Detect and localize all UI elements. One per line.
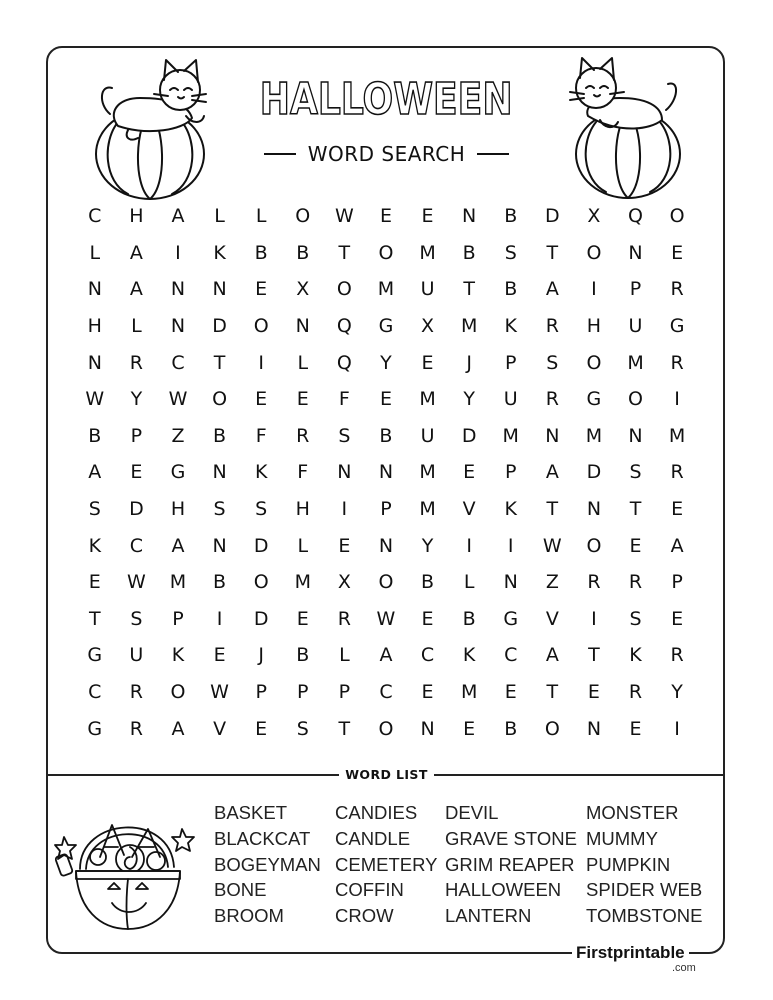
grid-cell: T: [546, 241, 559, 264]
grid-cell: G: [586, 388, 602, 411]
grid-cell: E: [213, 644, 226, 667]
grid-cell: A: [379, 644, 393, 667]
grid-cell: B: [504, 278, 518, 301]
grid-row: [74, 564, 698, 601]
grid-cell: A: [545, 644, 559, 667]
grid-cell: R: [670, 351, 684, 374]
grid-cell: D: [545, 205, 560, 228]
grid-cell: E: [296, 607, 309, 630]
grid-cell: O: [378, 717, 394, 740]
grid-cell: D: [129, 498, 144, 521]
grid-cell: N: [212, 461, 227, 484]
grid-cell: G: [170, 461, 186, 484]
grid-cell: E: [296, 388, 309, 411]
word-list-item: TOMBSTONE: [586, 905, 703, 927]
grid-cell: R: [129, 681, 143, 704]
grid-cell: N: [503, 571, 518, 594]
grid-row: [74, 710, 698, 747]
grid-row: [74, 271, 698, 308]
word-list-item: BASKET: [214, 802, 287, 823]
grid-cell: D: [253, 607, 269, 630]
grid-cell: I: [216, 607, 223, 630]
grid-cell: C: [504, 644, 518, 667]
grid-cell: M: [419, 461, 436, 484]
grid-cell: W: [334, 205, 354, 228]
grid-cell: M: [419, 388, 436, 411]
word-list-item: GRAVE STONE: [445, 827, 577, 849]
grid-cell: W: [376, 607, 396, 630]
page-subtitle: [0, 140, 773, 166]
grid-cell: K: [88, 534, 102, 557]
grid-cell: C: [88, 205, 102, 228]
grid-cell: I: [341, 498, 348, 521]
grid-cell: A: [171, 205, 185, 228]
grid-cell: J: [466, 351, 472, 374]
grid-cell: O: [212, 388, 228, 411]
grid-cell: E: [130, 461, 143, 484]
grid-cell: G: [378, 315, 394, 338]
grid-cell: M: [377, 278, 395, 301]
grid-cell: E: [338, 534, 351, 557]
grid-cell: L: [89, 241, 101, 264]
grid-cell: F: [297, 461, 309, 484]
grid-cell: S: [88, 498, 101, 521]
grid-row: [74, 344, 698, 381]
word-list-label: WORD LIST: [339, 767, 434, 782]
word-list-item: HALLOWEEN: [445, 879, 562, 901]
word-list-item: MONSTER: [586, 802, 679, 823]
grid-cell: N: [87, 351, 102, 374]
grid-cell: L: [131, 315, 142, 338]
grid-cell: I: [591, 607, 597, 630]
page-title: HALLOWEEN: [260, 74, 513, 125]
grid-cell: Z: [171, 424, 185, 447]
grid-cell: O: [586, 351, 602, 374]
grid-cell: U: [129, 644, 144, 667]
grid-cell: S: [629, 461, 642, 484]
grid-cell: O: [586, 534, 602, 557]
grid-row: [74, 235, 698, 272]
grid-row: [74, 637, 698, 674]
word-list-item: PUMPKIN: [586, 853, 671, 875]
grid-cell: V: [213, 717, 227, 740]
grid-cell: E: [255, 278, 268, 301]
grid-cell: A: [171, 717, 185, 740]
grid-cell: S: [296, 717, 309, 740]
word-list-item: LANTERN: [445, 905, 532, 927]
grid-cell: N: [586, 717, 602, 740]
grid-row: [74, 381, 698, 418]
grid-cell: N: [212, 534, 227, 557]
grid-cell: W: [542, 534, 562, 557]
grid-cell: B: [296, 644, 310, 667]
grid-cell: T: [629, 498, 642, 521]
word-list-item: BONE: [214, 879, 267, 901]
grid-cell: I: [507, 534, 514, 557]
grid-cell: B: [88, 424, 102, 447]
grid-cell: E: [379, 205, 392, 228]
grid-cell: H: [87, 315, 102, 338]
grid-cell: I: [175, 241, 181, 264]
grid-row: [74, 491, 698, 528]
grid-cell: R: [296, 424, 310, 447]
subtitle-rule-left: [264, 153, 296, 155]
word-list-item: SPIDER WEB: [586, 879, 703, 901]
grid-cell: E: [587, 681, 600, 704]
grid-cell: O: [669, 205, 685, 228]
grid-cell: A: [129, 278, 143, 301]
grid-cell: N: [170, 278, 186, 301]
grid-cell: E: [379, 388, 392, 411]
grid-cell: F: [255, 424, 267, 447]
grid-cell: E: [421, 205, 434, 228]
grid-cell: W: [168, 388, 188, 411]
grid-cell: W: [210, 681, 229, 704]
word-list-item: MUMMY: [586, 827, 658, 849]
grid-cell: Q: [336, 351, 352, 374]
grid-cell: Y: [421, 534, 434, 557]
brand-logo: Firstprintable: [572, 943, 689, 963]
grid-cell: S: [130, 607, 143, 630]
grid-cell: K: [504, 498, 517, 521]
word-list-item: BOGEYMAN: [214, 853, 321, 875]
grid-cell: E: [629, 717, 642, 740]
grid-cell: U: [503, 388, 518, 411]
grid-cell: R: [628, 681, 643, 704]
grid-cell: G: [503, 607, 519, 630]
grid-cell: E: [255, 717, 268, 740]
grid-cell: P: [130, 424, 143, 447]
grid-cell: B: [421, 571, 435, 594]
grid-cell: S: [213, 498, 226, 521]
grid-cell: I: [674, 717, 680, 740]
word-list-item: CANDIES: [335, 802, 418, 823]
grid-cell: R: [545, 315, 559, 338]
grid-cell: S: [546, 351, 559, 374]
grid-cell: M: [502, 424, 519, 447]
grid-cell: E: [463, 461, 476, 484]
grid-cell: T: [588, 644, 600, 667]
grid-row: [74, 601, 698, 638]
grid-cell: E: [671, 241, 684, 264]
grid-cell: B: [254, 241, 268, 264]
grid-cell: K: [629, 644, 642, 667]
grid-cell: N: [295, 315, 310, 338]
grid-row: [74, 674, 698, 711]
grid-cell: P: [255, 681, 267, 704]
grid-row: [74, 527, 698, 564]
grid-cell: B: [213, 424, 227, 447]
grid-cell: L: [339, 644, 350, 667]
word-column-1: [214, 800, 321, 929]
grid-cell: T: [546, 681, 559, 704]
grid-cell: L: [255, 205, 267, 228]
word-list-item: CANDLE: [335, 827, 411, 849]
grid-cell: C: [171, 351, 185, 374]
grid-cell: L: [297, 351, 309, 374]
grid-cell: O: [378, 241, 394, 264]
cat-on-pumpkin-right-icon: [560, 50, 690, 200]
grid-cell: U: [420, 278, 435, 301]
grid-cell: R: [129, 717, 143, 740]
grid-cell: T: [213, 351, 226, 374]
grid-cell: B: [296, 241, 310, 264]
word-column-4: [586, 800, 703, 929]
grid-cell: N: [628, 241, 643, 264]
grid-cell: N: [170, 315, 186, 338]
grid-cell: Y: [380, 351, 392, 374]
grid-cell: K: [213, 241, 226, 264]
grid-cell: N: [628, 424, 643, 447]
grid-cell: V: [545, 607, 559, 630]
grid-cell: B: [213, 571, 227, 594]
grid-cell: D: [461, 424, 477, 447]
grid-cell: M: [169, 571, 187, 594]
grid-cell: O: [295, 205, 311, 228]
grid-cell: T: [338, 241, 351, 264]
grid-cell: R: [670, 644, 684, 667]
grid-cell: O: [253, 571, 269, 594]
grid-cell: N: [586, 498, 602, 521]
grid-cell: C: [129, 534, 144, 557]
grid-cell: G: [87, 644, 103, 667]
grid-cell: A: [545, 461, 559, 484]
grid-cell: R: [545, 388, 559, 411]
subtitle-text: WORD SEARCH: [307, 142, 466, 166]
grid-cell: B: [504, 205, 518, 228]
grid-cell: R: [337, 607, 351, 630]
grid-cell: P: [505, 351, 517, 374]
grid-cell: D: [586, 461, 602, 484]
grid-cell: B: [462, 241, 476, 264]
grid-cell: D: [212, 315, 227, 338]
word-list-item: GRIM REAPER: [445, 853, 575, 875]
subtitle-rule-right: [477, 153, 509, 155]
word-list-item: COFFIN: [335, 879, 404, 901]
candy-basket-icon: [52, 797, 204, 937]
grid-cell: R: [587, 571, 601, 594]
grid-cell: C: [379, 681, 393, 704]
grid-cell: E: [504, 681, 517, 704]
grid-cell: A: [670, 534, 684, 557]
grid-cell: S: [504, 241, 517, 264]
letter-grid: [74, 198, 698, 747]
grid-cell: X: [296, 278, 310, 301]
grid-cell: M: [668, 424, 686, 447]
grid-cell: I: [466, 534, 472, 557]
grid-cell: O: [253, 315, 269, 338]
grid-cell: M: [460, 315, 478, 338]
grid-cell: O: [336, 278, 352, 301]
grid-cell: N: [87, 278, 102, 301]
word-list-item: CROW: [335, 905, 394, 927]
grid-cell: Y: [463, 388, 475, 411]
grid-row: [74, 198, 698, 235]
grid-cell: N: [420, 717, 435, 740]
grid-cell: I: [591, 278, 597, 301]
grid-cell: E: [463, 717, 476, 740]
grid-cell: G: [87, 717, 103, 740]
grid-cell: J: [258, 644, 264, 667]
grid-cell: P: [629, 278, 642, 301]
grid-cell: E: [421, 351, 434, 374]
word-list-item: CEMETERY: [335, 853, 438, 875]
grid-cell: L: [297, 534, 309, 557]
grid-cell: L: [214, 205, 225, 228]
grid-cell: N: [337, 461, 352, 484]
grid-cell: M: [627, 351, 644, 374]
grid-cell: N: [378, 461, 394, 484]
grid-cell: T: [546, 498, 559, 521]
grid-cell: B: [379, 424, 393, 447]
grid-row: [74, 454, 698, 491]
grid-cell: T: [463, 278, 475, 301]
grid-cell: V: [462, 498, 476, 521]
grid-cell: T: [338, 717, 351, 740]
grid-cell: Y: [130, 388, 143, 411]
grid-cell: N: [212, 278, 227, 301]
grid-cell: A: [129, 241, 143, 264]
grid-cell: I: [674, 388, 680, 411]
grid-cell: K: [254, 461, 268, 484]
grid-cell: O: [170, 681, 186, 704]
grid-cell: W: [85, 388, 105, 411]
grid-cell: M: [460, 681, 478, 704]
brand-suffix: .com: [672, 962, 696, 974]
grid-cell: P: [297, 681, 309, 704]
grid-cell: H: [295, 498, 310, 521]
grid-cell: B: [462, 607, 476, 630]
grid-cell: X: [587, 205, 601, 228]
grid-cell: I: [258, 351, 264, 374]
grid-cell: E: [255, 388, 268, 411]
grid-cell: M: [585, 424, 603, 447]
grid-cell: S: [255, 498, 268, 521]
word-list-item: BROOM: [214, 905, 284, 927]
grid-cell: N: [545, 424, 560, 447]
grid-cell: P: [671, 571, 683, 594]
grid-cell: H: [170, 498, 186, 521]
grid-cell: R: [670, 278, 684, 301]
grid-cell: E: [671, 607, 684, 630]
grid-cell: Q: [628, 205, 643, 228]
grid-cell: S: [629, 607, 642, 630]
grid-cell: U: [420, 424, 435, 447]
grid-cell: U: [628, 315, 643, 338]
grid-cell: H: [586, 315, 602, 338]
grid-cell: K: [171, 644, 185, 667]
grid-cell: P: [505, 461, 517, 484]
grid-cell: E: [421, 681, 434, 704]
grid-cell: E: [671, 498, 684, 521]
word-list-item: DEVIL: [445, 802, 499, 823]
grid-cell: P: [172, 607, 184, 630]
grid-cell: C: [420, 644, 435, 667]
grid-row: [74, 308, 698, 345]
grid-cell: M: [294, 571, 311, 594]
grid-cell: P: [338, 681, 351, 704]
grid-cell: A: [545, 278, 559, 301]
word-list-item: BLACKCAT: [214, 827, 311, 849]
grid-cell: H: [129, 205, 144, 228]
grid-cell: L: [463, 571, 475, 594]
word-list-label-wrap: [0, 764, 773, 783]
grid-cell: N: [378, 534, 394, 557]
grid-cell: F: [338, 388, 350, 411]
grid-cell: Q: [336, 315, 352, 338]
grid-cell: A: [88, 461, 102, 484]
grid-cell: O: [628, 388, 643, 411]
grid-cell: W: [126, 571, 146, 594]
grid-cell: R: [628, 571, 643, 594]
grid-cell: R: [670, 461, 684, 484]
grid-cell: K: [504, 315, 517, 338]
grid-cell: M: [419, 498, 436, 521]
grid-cell: A: [171, 534, 185, 557]
grid-cell: B: [504, 717, 518, 740]
grid-row: [74, 418, 698, 455]
grid-cell: M: [419, 241, 436, 264]
grid-cell: E: [421, 607, 434, 630]
grid-cell: P: [380, 498, 392, 521]
grid-cell: X: [337, 571, 351, 594]
word-column-2: [335, 800, 437, 929]
grid-cell: N: [462, 205, 477, 228]
grid-cell: O: [378, 571, 394, 594]
word-column-3: [445, 800, 577, 929]
grid-cell: E: [629, 534, 642, 557]
grid-cell: R: [129, 351, 143, 374]
grid-cell: Z: [545, 571, 559, 594]
grid-cell: C: [88, 681, 102, 704]
grid-cell: G: [669, 315, 685, 338]
grid-cell: K: [462, 644, 476, 667]
grid-cell: O: [544, 717, 560, 740]
grid-cell: S: [338, 424, 351, 447]
grid-cell: T: [88, 607, 101, 630]
grid-cell: E: [88, 571, 101, 594]
grid-cell: Y: [671, 681, 683, 704]
grid-cell: X: [421, 315, 435, 338]
grid-cell: O: [586, 241, 602, 264]
grid-cell: D: [253, 534, 269, 557]
